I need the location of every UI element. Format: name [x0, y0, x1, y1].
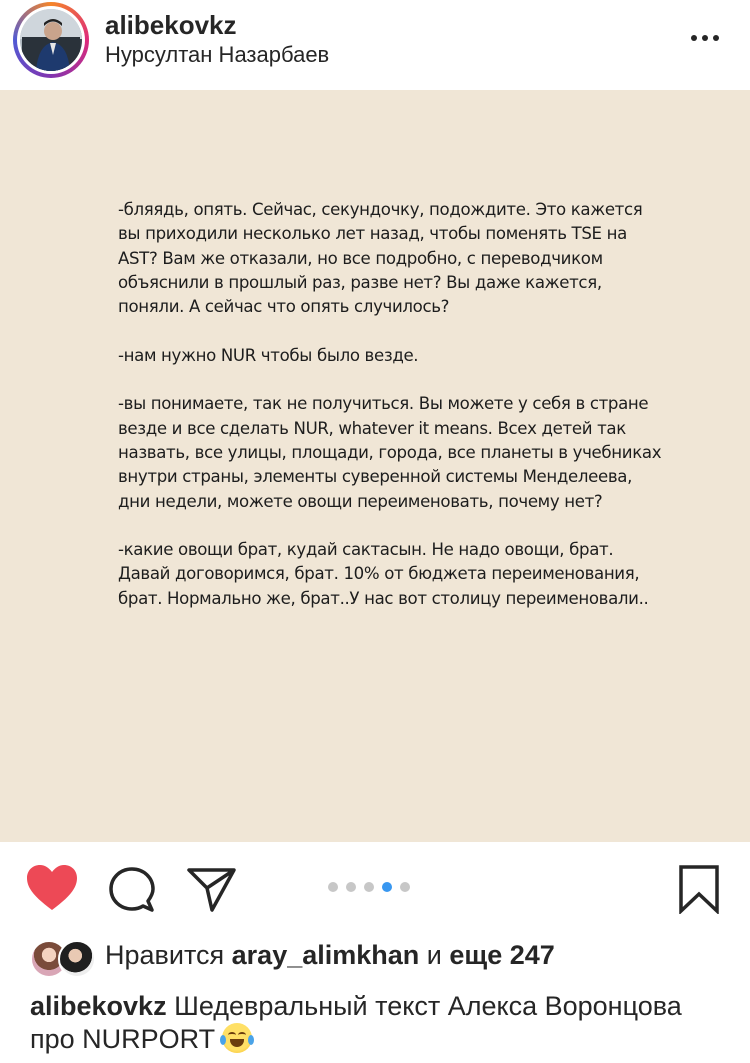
- liker-username[interactable]: aray_alimkhan: [231, 940, 420, 970]
- post-paragraph: -нам нужно NUR чтобы было везде.: [118, 345, 419, 365]
- avatar-photo: [20, 9, 82, 71]
- carousel-dot: [400, 882, 410, 892]
- carousel-dot-active: [382, 882, 392, 892]
- comment-icon: [108, 866, 156, 914]
- caption-text: Шедевральный текст Алекса Воронцова про NURPORT: [30, 991, 682, 1054]
- comment-button[interactable]: [108, 866, 156, 919]
- send-icon: [186, 866, 238, 914]
- post-paragraph: -бляядь, опять. Сейчас, секундочку, подождите. Это кажется вы приходили несколько лет назад, чтобы поменять TSE на AST? Вам же отказали, но все подробно, с переводчиком объяснили в прошлый раз, разве нет? Вы даже кажется, поняли. А сейчас что опять случилось?: [118, 200, 643, 317]
- likes-count[interactable]: еще 247: [449, 940, 555, 970]
- caption: [30, 990, 730, 1056]
- post-paragraph: -какие овощи брат, кудай сактасын. Не надо овощи, брат. Давай договоримся, брат. 10% от бюджета переименования, брат. Нормально же, брат..У нас вот столицу переименовали..: [118, 540, 649, 608]
- save-button[interactable]: [678, 864, 720, 919]
- carousel-dot: [346, 882, 356, 892]
- bookmark-icon: [678, 864, 720, 914]
- likes-prefix: Нравится: [105, 940, 225, 970]
- carousel-dot: [328, 882, 338, 892]
- caption-username[interactable]: alibekovkz: [30, 991, 167, 1021]
- post-image[interactable]: [0, 90, 750, 842]
- share-button[interactable]: [186, 866, 238, 919]
- more-horizontal-icon: [688, 28, 724, 48]
- likes-text: [105, 940, 555, 971]
- location[interactable]: Нурсултан Назарбаев: [105, 42, 330, 67]
- carousel-dot: [364, 882, 374, 892]
- heart-filled-icon: [26, 864, 78, 912]
- post-paragraph: -вы понимаете, так не получиться. Вы можете у себя в стране везде и все сделать NUR, whatever it means. Всех детей так назвать, все улицы, площади, города, все планеты в учебниках внутри страны, элементы суверенной системы Менделеева, дни недели, можете овощи переименовать, почему нет?: [118, 394, 662, 511]
- avatar[interactable]: [13, 2, 89, 78]
- post-text: [118, 198, 678, 635]
- username[interactable]: alibekovkz: [105, 10, 237, 40]
- carousel-indicator: [328, 882, 410, 894]
- face-with-tears-of-joy-icon: [222, 1023, 252, 1053]
- likes-conjunction: и: [426, 940, 442, 970]
- liker-avatar: [58, 940, 96, 978]
- post-header: [0, 0, 750, 90]
- more-options-button[interactable]: [688, 28, 724, 48]
- like-button[interactable]: [26, 864, 78, 917]
